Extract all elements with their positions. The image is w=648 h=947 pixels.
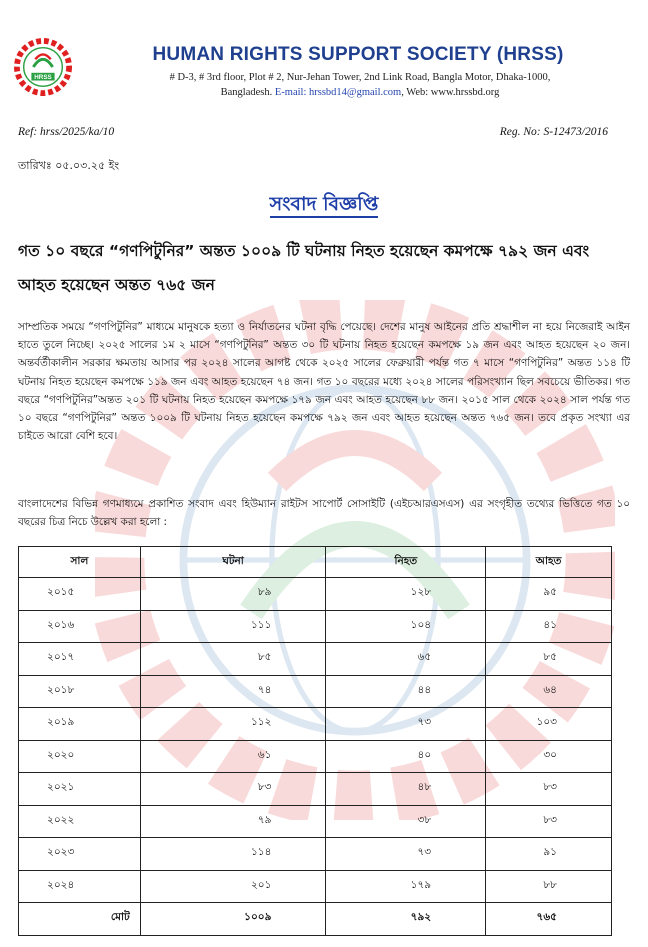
body-paragraph-2: বাংলাদেশের বিভিন্ন গণমাধ্যমে প্রকাশিত সংবাদ এবং হিউম্যান রাইটস সাপোর্ট সোসাইটি (এইচআরএসএস) এর সংগৃহীত তথ্যের ভিত্তিতে গত ১০ বছরের চিত্র নিচে উল্লেখ করা হলো : bbox=[18, 498, 630, 529]
cell-incidents: ৮৫ bbox=[140, 643, 326, 676]
total-cell-year: মোট bbox=[19, 903, 141, 936]
cell-year: ২০১৬ bbox=[19, 610, 141, 643]
header-injured: আহত bbox=[486, 547, 612, 578]
cell-year: ২০২৩ bbox=[19, 838, 141, 871]
cell-injured: ৮৮ bbox=[486, 870, 612, 903]
body-paragraph-1: সাম্প্রতিক সময়ে “গণপিটুনির” মাধ্যমে মানুষকে হত্যা ও নির্যাতনের ঘটনা বৃদ্ধি পেয়েছে। দেশের মানুষ আইনের প্রতি শ্রদ্ধাশীল না হয়ে নিজেরাই আইন হাতে তুলে নিচ্ছে। ২০২৫ সালের ১ম ২ মাসে “গণপিটুনির” অন্তত ৩০ টি ঘটনায় নিহত হয়েছেন কমপক্ষে ১৯ জন এবং আহত হয়েছেন ২০ জন। অন্তর্বর্তীকালীন সরকার ক্ষমতায় আসার পর ২০২৪ সালের আগষ্ট থেকে ২০২৫ সালের ফেব্রুয়ারী পর্যন্ত গত ৭ মাসে “গণপিটুনির” অন্তত ১১৪ টি ঘটনায় নিহত হয়েছেন কমপক্ষে ১১৯ জন এবং আহত হয়েছেন ৭৪ জন। গত ১০ বছরের মধ্যে ২০২৪ সালের পরিসংখ্যান ছিল সবচেয়ে ভীতিকর। গত বছরে “গণপিটুনির”অন্তত ২০১ টি ঘটনায় নিহত হয়েছেন কমপক্ষে ১৭৯ জন এবং আহত হয়েছেন ৮৮ জন। ২০১৫ সাল থেকে ২০২৪ সাল পর্যন্ত গত ১০ বছরে “গণপিটুনির” অন্তত ১০০৯ টি ঘটনায় নিহত হয়েছেন কমপক্ষে ৭৯২ জন এবং আহত হয়েছেন অন্তত ৭৬৫ জন। তবে প্রকৃত সংখ্যা এর চাইতে আরো বেশি হবে। bbox=[18, 321, 630, 443]
cell-killed: ১৭৯ bbox=[326, 870, 486, 903]
table-row bbox=[19, 740, 612, 773]
cell-injured: ৩০ bbox=[486, 740, 612, 773]
header-killed: নিহত bbox=[326, 547, 486, 578]
cell-year: ২০২০ bbox=[19, 740, 141, 773]
address-line-1: # D-3, # 3rd floor, Plot # 2, Nur-Jehan Tower, 2nd Link Road, Bangla Motor, Dhaka-1000, bbox=[169, 72, 551, 83]
table-total-row bbox=[19, 903, 612, 936]
document-date: তারিখঃ ০৫.০৩.২৫ ইং bbox=[18, 159, 120, 172]
press-release-title-text: সংবাদ বিজ্ঞপ্তি bbox=[270, 193, 379, 218]
address-country: Bangladesh. bbox=[220, 87, 275, 98]
cell-injured: ৪১ bbox=[486, 610, 612, 643]
cell-killed: ৪৮ bbox=[326, 773, 486, 806]
cell-incidents: ১১২ bbox=[140, 708, 326, 741]
cell-incidents: ৭৯ bbox=[140, 805, 326, 838]
headline: গত ১০ বছরে “গণপিটুনির” অন্তত ১০০৯ টি ঘটনায় নিহত হয়েছেন কমপক্ষে ৭৯২ জন এবং আহত হয়েছেন অন্তত ৭৬৫ জন bbox=[18, 242, 590, 294]
cell-year: ২০২৪ bbox=[19, 870, 141, 903]
header-incidents: ঘটনা bbox=[140, 547, 326, 578]
cell-incidents: ৮৯ bbox=[140, 578, 326, 611]
cell-killed: ১২৮ bbox=[326, 578, 486, 611]
cell-year: ২০১৫ bbox=[19, 578, 141, 611]
hrss-emblem-icon bbox=[14, 38, 72, 96]
organization-address bbox=[100, 70, 620, 100]
reference-number: Ref: hrss/2025/ka/10 bbox=[18, 126, 115, 138]
logo-text: HRSS bbox=[34, 74, 52, 82]
cell-injured: ৮৩ bbox=[486, 805, 612, 838]
cell-incidents: ১১৪ bbox=[140, 838, 326, 871]
cell-year: ২০২১ bbox=[19, 773, 141, 806]
cell-killed: ৭৩ bbox=[326, 838, 486, 871]
cell-incidents: ৬১ bbox=[140, 740, 326, 773]
table-row bbox=[19, 578, 612, 611]
cell-killed: ৩৮ bbox=[326, 805, 486, 838]
press-release-title bbox=[0, 190, 648, 222]
total-cell-injured: ৭৬৫ bbox=[486, 903, 612, 936]
registration-number: Reg. No: S-12473/2016 bbox=[499, 126, 608, 138]
table-header-row bbox=[19, 547, 612, 578]
header-year: সাল bbox=[19, 547, 141, 578]
cell-killed: ৪৪ bbox=[326, 675, 486, 708]
table-row bbox=[19, 708, 612, 741]
total-cell-incidents: ১০০৯ bbox=[140, 903, 326, 936]
cell-incidents: ১১১ bbox=[140, 610, 326, 643]
cell-injured: ৮৩ bbox=[486, 773, 612, 806]
cell-killed: ৭৩ bbox=[326, 708, 486, 741]
total-cell-killed: ৭৯২ bbox=[326, 903, 486, 936]
cell-year: ২০১৯ bbox=[19, 708, 141, 741]
table-row bbox=[19, 610, 612, 643]
table-row bbox=[19, 675, 612, 708]
cell-killed: ৬৫ bbox=[326, 643, 486, 676]
email-link[interactable]: E-mail: hrssbd14@gmail.com bbox=[274, 87, 402, 98]
table-row bbox=[19, 838, 612, 871]
table-row bbox=[19, 643, 612, 676]
cell-incidents: ৮৩ bbox=[140, 773, 326, 806]
cell-incidents: ৭৪ bbox=[140, 675, 326, 708]
cell-incidents: ২০১ bbox=[140, 870, 326, 903]
cell-injured: ৬৪ bbox=[486, 675, 612, 708]
cell-injured: ১০৩ bbox=[486, 708, 612, 741]
address-line-2 bbox=[100, 85, 620, 100]
organization-name: HUMAN RIGHTS SUPPORT SOCIETY (HRSS) bbox=[152, 44, 564, 65]
cell-injured: ৯৫ bbox=[486, 578, 612, 611]
cell-killed: ১০৪ bbox=[326, 610, 486, 643]
table-row bbox=[19, 805, 612, 838]
cell-year: ২০১৭ bbox=[19, 643, 141, 676]
web-address: , Web: www.hrssbd.org bbox=[401, 87, 500, 98]
cell-injured: ৮৫ bbox=[486, 643, 612, 676]
table-row bbox=[19, 773, 612, 806]
cell-injured: ৯১ bbox=[486, 838, 612, 871]
statistics-table bbox=[18, 546, 612, 936]
cell-year: ২০১৮ bbox=[19, 675, 141, 708]
table-row bbox=[19, 870, 612, 903]
cell-killed: ৪০ bbox=[326, 740, 486, 773]
cell-year: ২০২২ bbox=[19, 805, 141, 838]
